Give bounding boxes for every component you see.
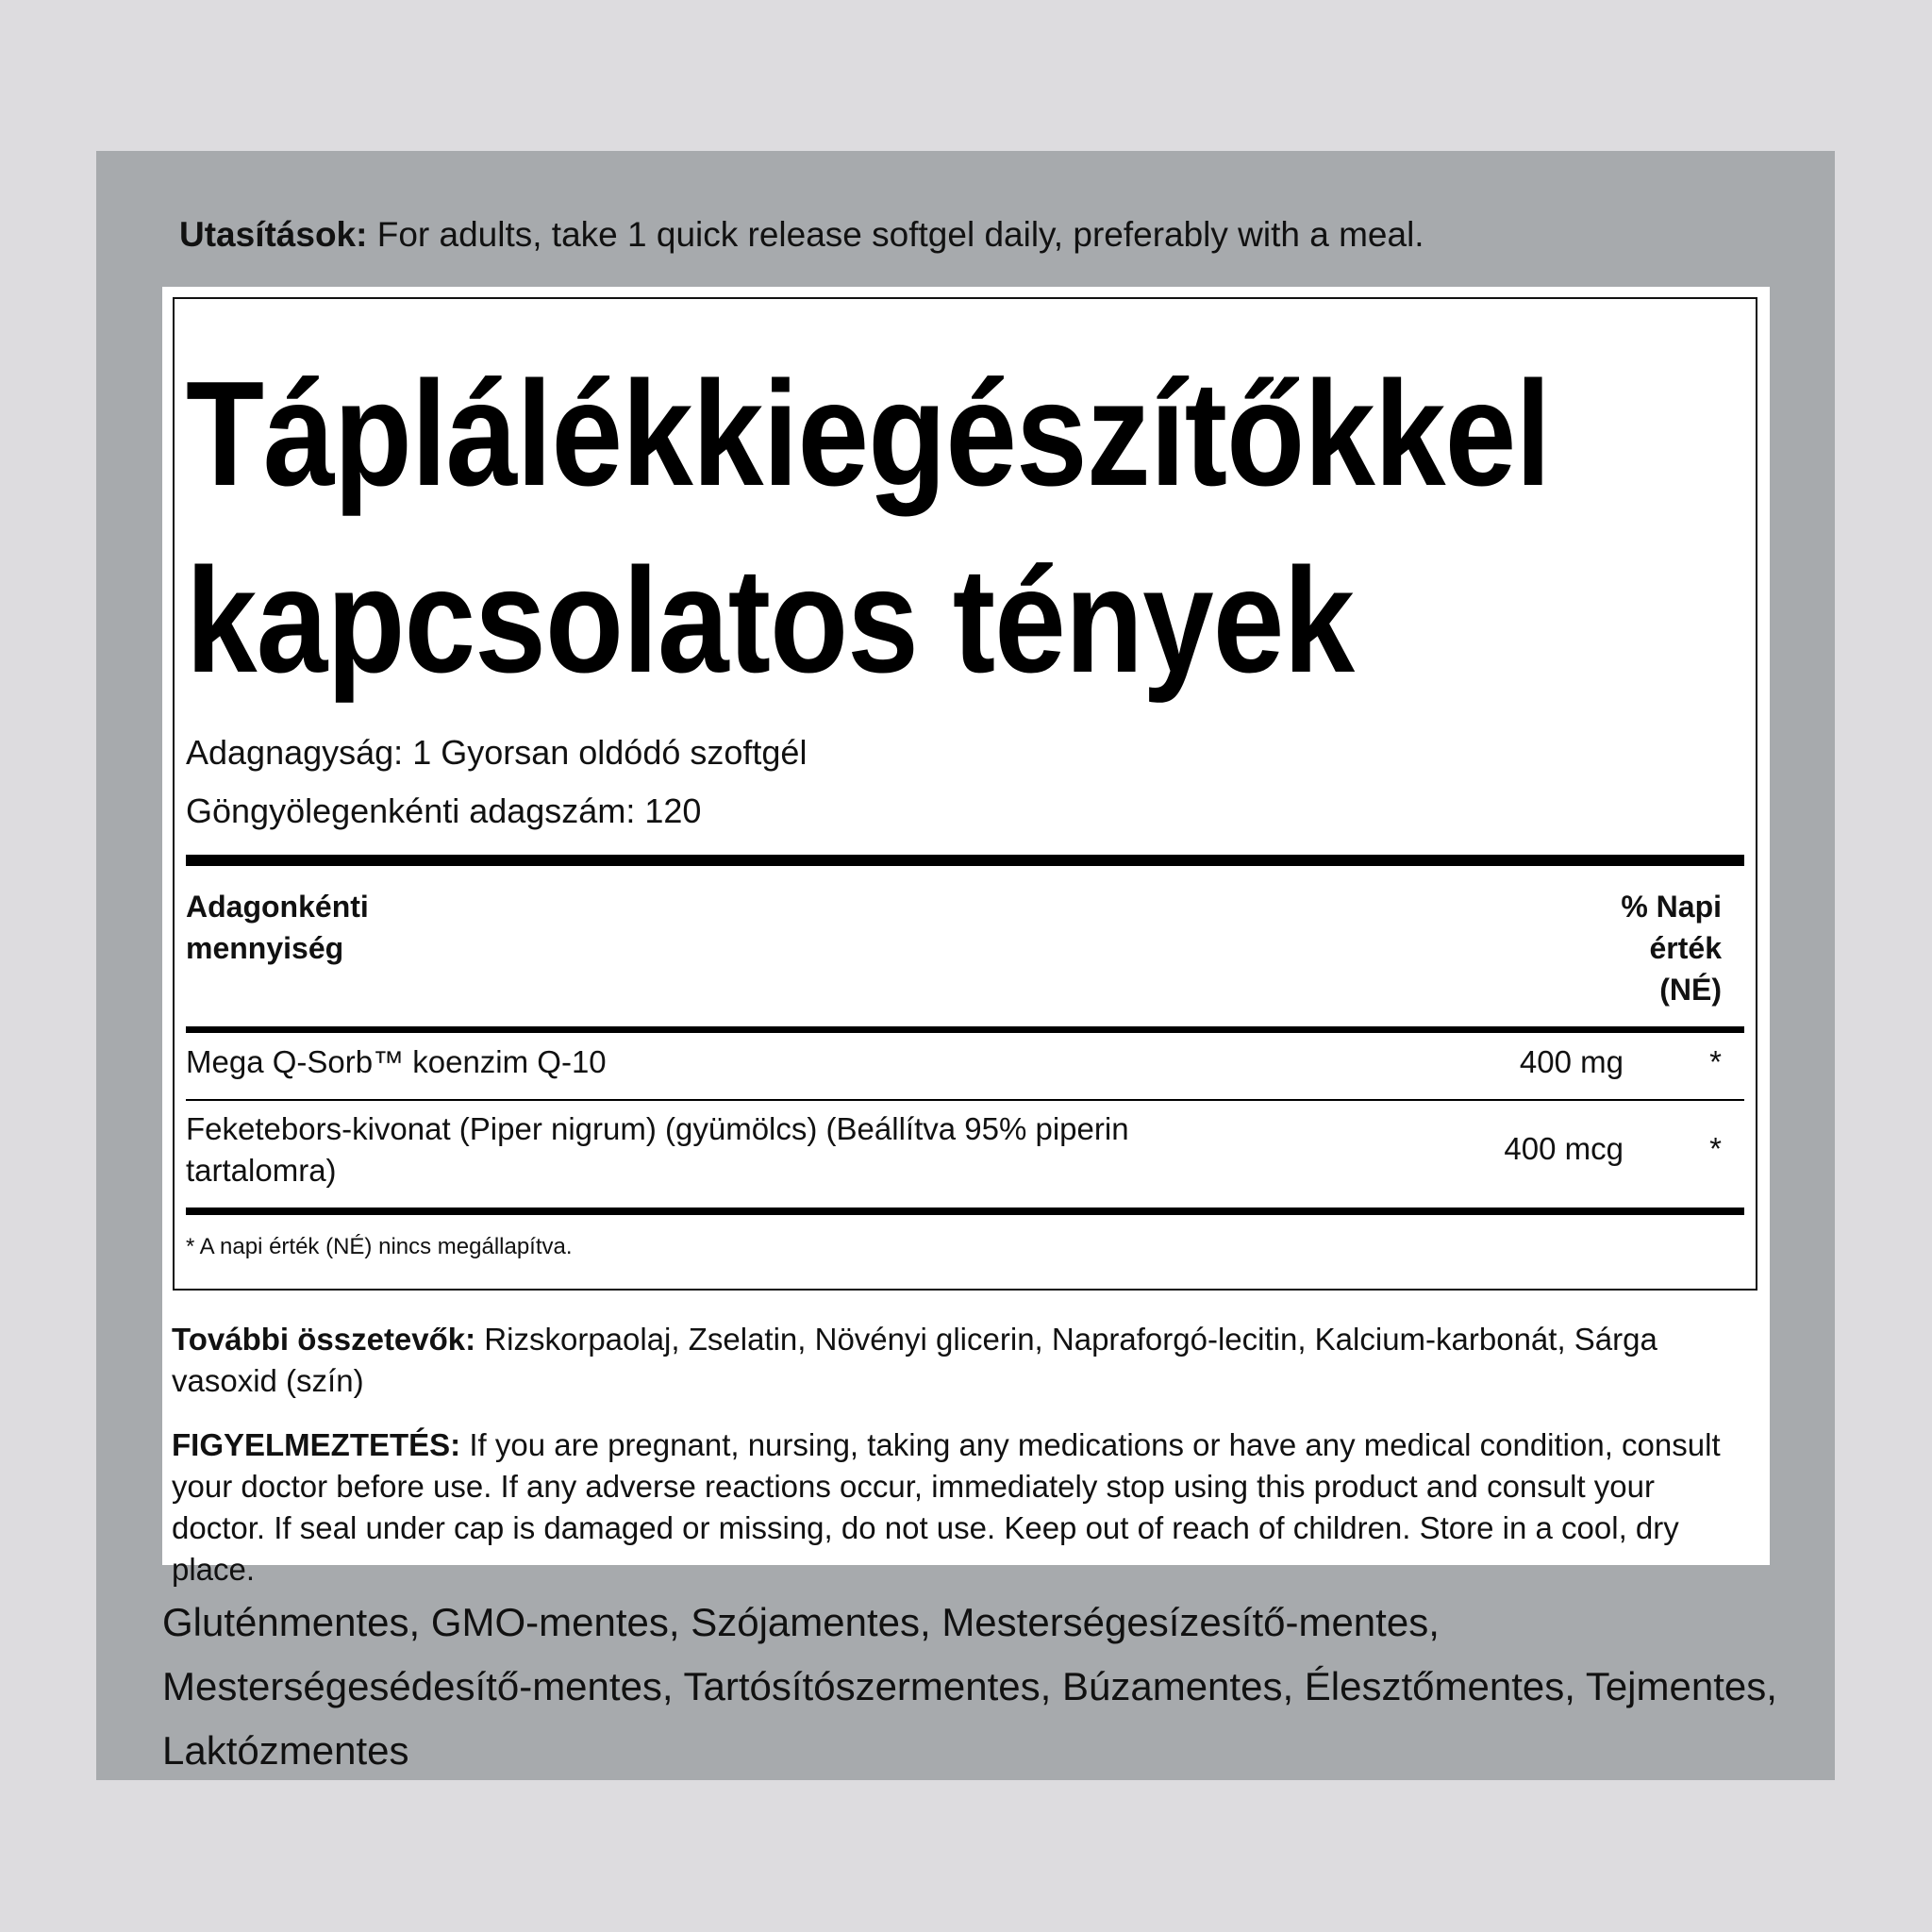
medium-divider — [186, 1026, 1744, 1033]
warning — [172, 1424, 1747, 1591]
bottom-divider — [186, 1208, 1744, 1215]
header-right-line-3: (NÉ) — [1659, 973, 1722, 1007]
supplement-facts-title — [186, 341, 1565, 714]
ingredient-name-line-1: Feketebors-kivonat (Piper nigrum) (gyümölcs) (Beállítva 95% piperin — [186, 1111, 1129, 1146]
header-left-line-2: mennyiség — [186, 931, 344, 965]
other-ingredients-text: Rizskorpaolaj, Zselatin, Növényi glicerin, Napraforgó-lecitin, Kalcium-karbonát, Sárga vasoxid (szín) — [172, 1322, 1657, 1398]
thin-divider — [186, 1099, 1744, 1101]
serving-size: Adagnagyság: 1 Gyorsan oldódó szoftgél — [186, 733, 808, 772]
header-right-line-1: % Napi — [1621, 890, 1722, 924]
title-line-2: kapcsolatos tények — [186, 538, 1355, 704]
ingredient-name — [186, 1108, 1224, 1191]
directions-text: For adults, take 1 quick release softgel daily, preferably with a meal. — [367, 215, 1424, 254]
warning-label: FIGYELMEZTETÉS: — [172, 1427, 461, 1462]
servings-per-container: Göngyölegenkénti adagszám: 120 — [186, 791, 702, 830]
other-ingredients — [172, 1319, 1747, 1402]
header-right-line-2: érték — [1649, 931, 1722, 965]
thick-divider — [186, 855, 1744, 866]
directions-label: Utasítások: — [179, 215, 368, 254]
daily-value-footnote: * A napi érték (NÉ) nincs megállapítva. — [186, 1234, 573, 1259]
amount-per-serving-header — [186, 886, 369, 969]
ingredient-daily-value: * — [1709, 1131, 1722, 1166]
ingredient-name: Mega Q-Sorb™ koenzim Q-10 — [186, 1044, 607, 1079]
other-ingredients-label: További összetevők: — [172, 1322, 476, 1357]
warning-text: If you are pregnant, nursing, taking any medications or have any medical condition, consult your doctor before use. If any adverse reactions occur, immediately stop using this product and consult your doctor. If seal under cap is damaged or missing, do not use. Keep out of reach of children. Store in a cool, dry place. — [172, 1427, 1721, 1587]
header-left-line-1: Adagonkénti — [186, 890, 369, 924]
title-line-1: Táplálékkiegészítőkkel — [186, 351, 1551, 517]
daily-value-header — [1621, 886, 1722, 1010]
ingredient-amount: 400 mg — [1519, 1044, 1624, 1079]
directions — [179, 215, 1424, 255]
ingredient-amount: 400 mcg — [1504, 1131, 1624, 1166]
ingredient-daily-value: * — [1709, 1044, 1722, 1079]
ingredient-name-line-2: tartalomra) — [186, 1153, 337, 1188]
supplement-facts-box — [173, 297, 1757, 1291]
free-from-list: Gluténmentes, GMO-mentes, Szójamentes, Mesterségesízesítő-mentes, Mesterségesédesítő-mentes, Tartósítószermentes, Búzamentes, Élesztőmentes, Tejmentes, Laktózmentes — [162, 1600, 1777, 1773]
